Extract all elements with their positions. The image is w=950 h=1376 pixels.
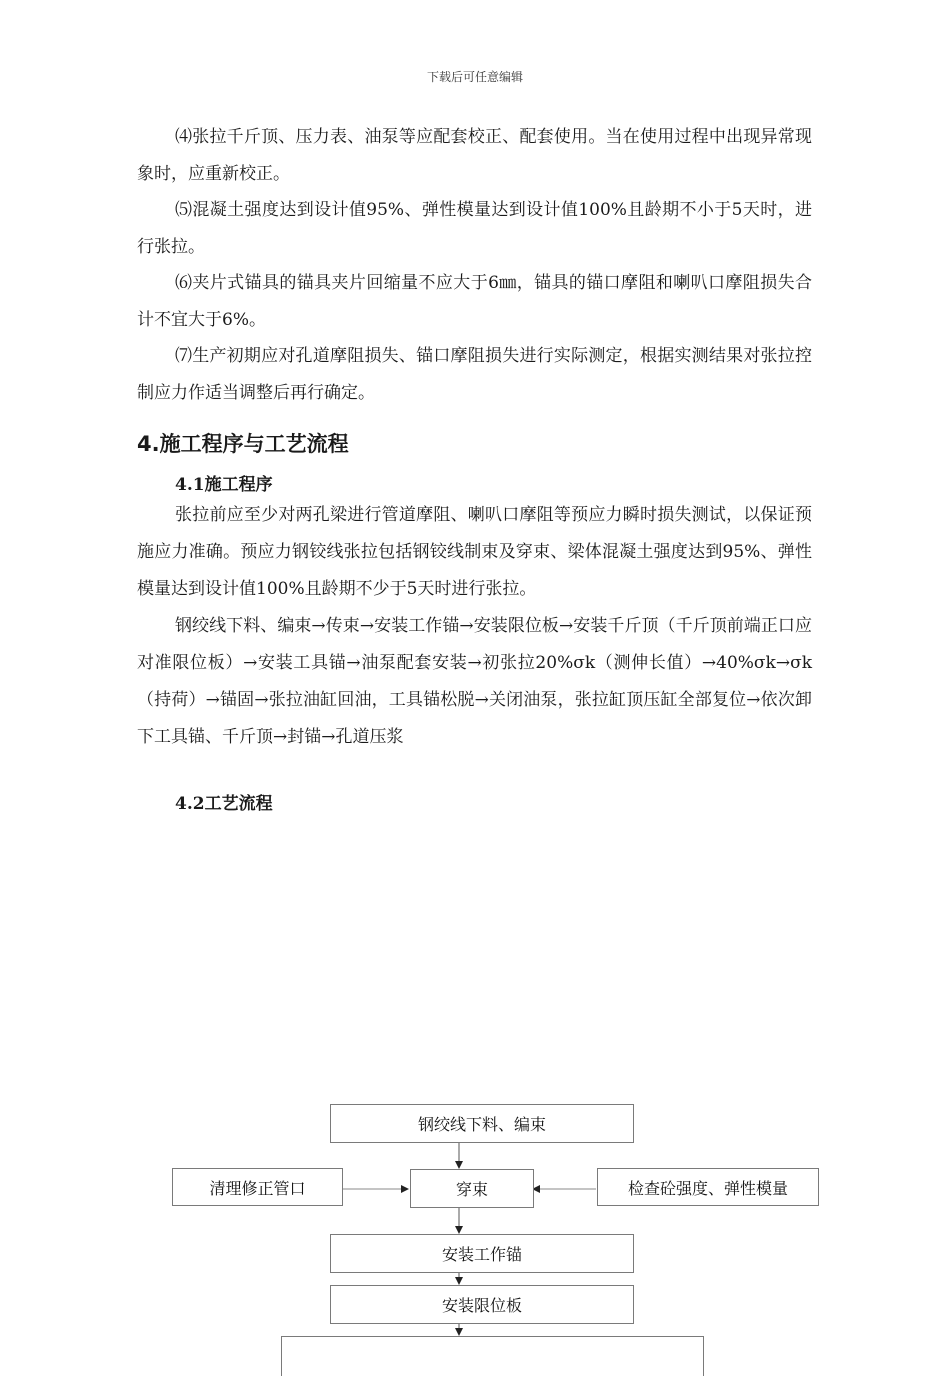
section-4-2-heading: 4.2工艺流程 xyxy=(175,794,273,814)
flow-node-work-anchor: 安装工作锚 xyxy=(330,1234,634,1273)
flow-node-limit-plate: 安装限位板 xyxy=(330,1285,634,1324)
section-4-1-heading: 4.1施工程序 xyxy=(175,475,273,495)
paragraph-4: ⑷张拉千斤顶、压力表、油泵等应配套校正、配套使用。当在使用过程中出现异常现象时，应重新校正。 xyxy=(137,127,812,184)
construction-procedure-paragraph: 张拉前应至少对两孔梁进行管道摩阻、喇叭口摩阻等预应力瞬时损失测试，以保证预施应力准确。预应力钢铰线张拉包括钢铰线制束及穿束、梁体混凝土强度达到95%、弹性模量达到设计值100%且龄期不少于5天时进行张拉。 xyxy=(137,505,812,599)
header-watermark: 下载后可任意编辑 xyxy=(426,70,523,84)
process-sequence-paragraph: 钢绞线下料、编束→传束→安装工作锚→安装限位板→安装千斤顶（千斤顶前端正口应对准限位板）→安装工具锚→油泵配套安装→初张拉20%σk（测伸长值）→40%σk→σk（持荷）→锚固→张拉油缸回油，工具锚松脱→关闭油泵，张拉缸顶压缸全部复位→依次卸下工具锚、千斤顶→封锚→孔道压浆 xyxy=(137,616,812,747)
paragraph-7: ⑺生产初期应对孔道摩阻损失、锚口摩阻损失进行实际测定，根据实测结果对张拉控制应力作适当调整后再行确定。 xyxy=(137,346,812,403)
flow-node-clean-duct: 清理修正管口 xyxy=(172,1168,343,1206)
flow-node-check-strength: 检查砼强度、弹性模量 xyxy=(597,1168,819,1206)
paragraph-6: ⑹夹片式锚具的锚具夹片回缩量不应大于6㎜，锚具的锚口摩阻和喇叭口摩阻损失合计不宜大于6%。 xyxy=(137,273,812,330)
paragraph-5: ⑸混凝土强度达到设计值95%、弹性模量达到设计值100%且龄期不小于5天时，进行张拉。 xyxy=(137,200,812,257)
flow-node-next xyxy=(281,1336,704,1376)
flow-node-thread: 穿束 xyxy=(410,1169,534,1208)
section-4-heading: 4.施工程序与工艺流程 xyxy=(137,432,349,456)
flow-node-cut-bundle: 钢绞线下料、编束 xyxy=(330,1104,634,1143)
